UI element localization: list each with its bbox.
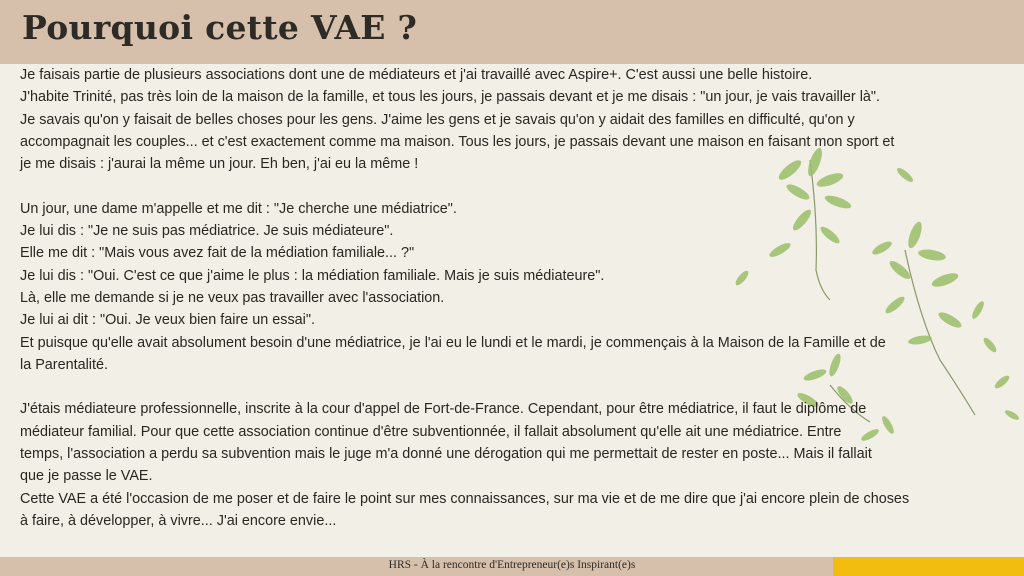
paragraph-2: [20, 198, 980, 376]
header-band: [0, 0, 1024, 64]
text-line: J'étais médiateure professionnelle, inscrite à la cour d'appel de Fort-de-France. Cependant, pour être médiatrice, il faut le diplôme de: [20, 401, 867, 418]
text-line: à faire, à développer, à vivre... J'ai encore envie...: [20, 512, 337, 529]
text-line: Et puisque qu'elle avait absolument besoin d'une médiatrice, je l'ai eu le lundi et le mardi, je commençais à la Maison de la Famille et de: [20, 334, 886, 351]
text-line: Je savais qu'on y faisait de belles choses pour les gens. J'aime les gens et je savais qu'on y aidait des familles en difficulté, qu'on y: [20, 111, 855, 128]
text-line: Elle me dit : "Mais vous avez fait de la médiation familiale... ?": [20, 245, 415, 262]
paragraph-1: [20, 64, 980, 175]
paragraph-3: [20, 398, 980, 532]
paragraph-gap: [20, 175, 980, 197]
text-line: que je passe le VAE.: [20, 468, 153, 485]
text-line: la Parentalité.: [20, 356, 108, 373]
text-line: J'habite Trinité, pas très loin de la maison de la famille, et tous les jours, je passais devant et je me disais : "un jour, je vais travailler là".: [20, 89, 881, 106]
text-line: accompagnait les couples... et c'est exactement comme ma maison. Tous les jours, je passais devant une maison en faisant mon sport et: [20, 133, 895, 150]
text-line: Cette VAE a été l'occasion de me poser et de faire le point sur mes connaissances, sur ma vie et de me dire que j'ai encore plein de choses: [20, 490, 910, 507]
page-title: Pourquoi cette VAE ?: [22, 8, 418, 47]
text-line: Je lui ai dit : "Oui. Je veux bien faire un essai".: [20, 312, 315, 329]
text-line: Je lui dis : "Je ne suis pas médiatrice. Je suis médiateure".: [20, 223, 394, 240]
text-line: médiateur familial. Pour que cette association continue d'être subventionnée, il fallait absolument qu'elle ait une médiatrice. Entre: [20, 423, 842, 440]
text-line: temps, l'association a perdu sa subvention mais le juge m'a donné une dérogation qui me permettait de rester en poste... Mais il fallait: [20, 446, 872, 463]
text-line: Je lui dis : "Oui. C'est ce que j'aime le plus : la médiation familiale. Mais je suis médiateure".: [20, 267, 605, 284]
paragraph-gap: [20, 376, 980, 398]
text-line: Un jour, une dame m'appelle et me dit : "Je cherche une médiatrice".: [20, 200, 457, 217]
story-text: [20, 64, 980, 532]
text-line: Là, elle me demande si je ne veux pas travailler avec l'association.: [20, 289, 445, 306]
footer-caption: HRS - À la rencontre d'Entrepreneur(e)s Inspirant(e)s: [388, 559, 636, 571]
text-line: je me disais : j'aurai la même un jour. Eh ben, j'ai eu la même !: [20, 156, 419, 173]
text-line: Je faisais partie de plusieurs associations dont une de médiateurs et j'ai travaillé avec Aspire+. C'est aussi une belle histoire.: [20, 67, 813, 83]
footer-band: [0, 557, 1024, 576]
